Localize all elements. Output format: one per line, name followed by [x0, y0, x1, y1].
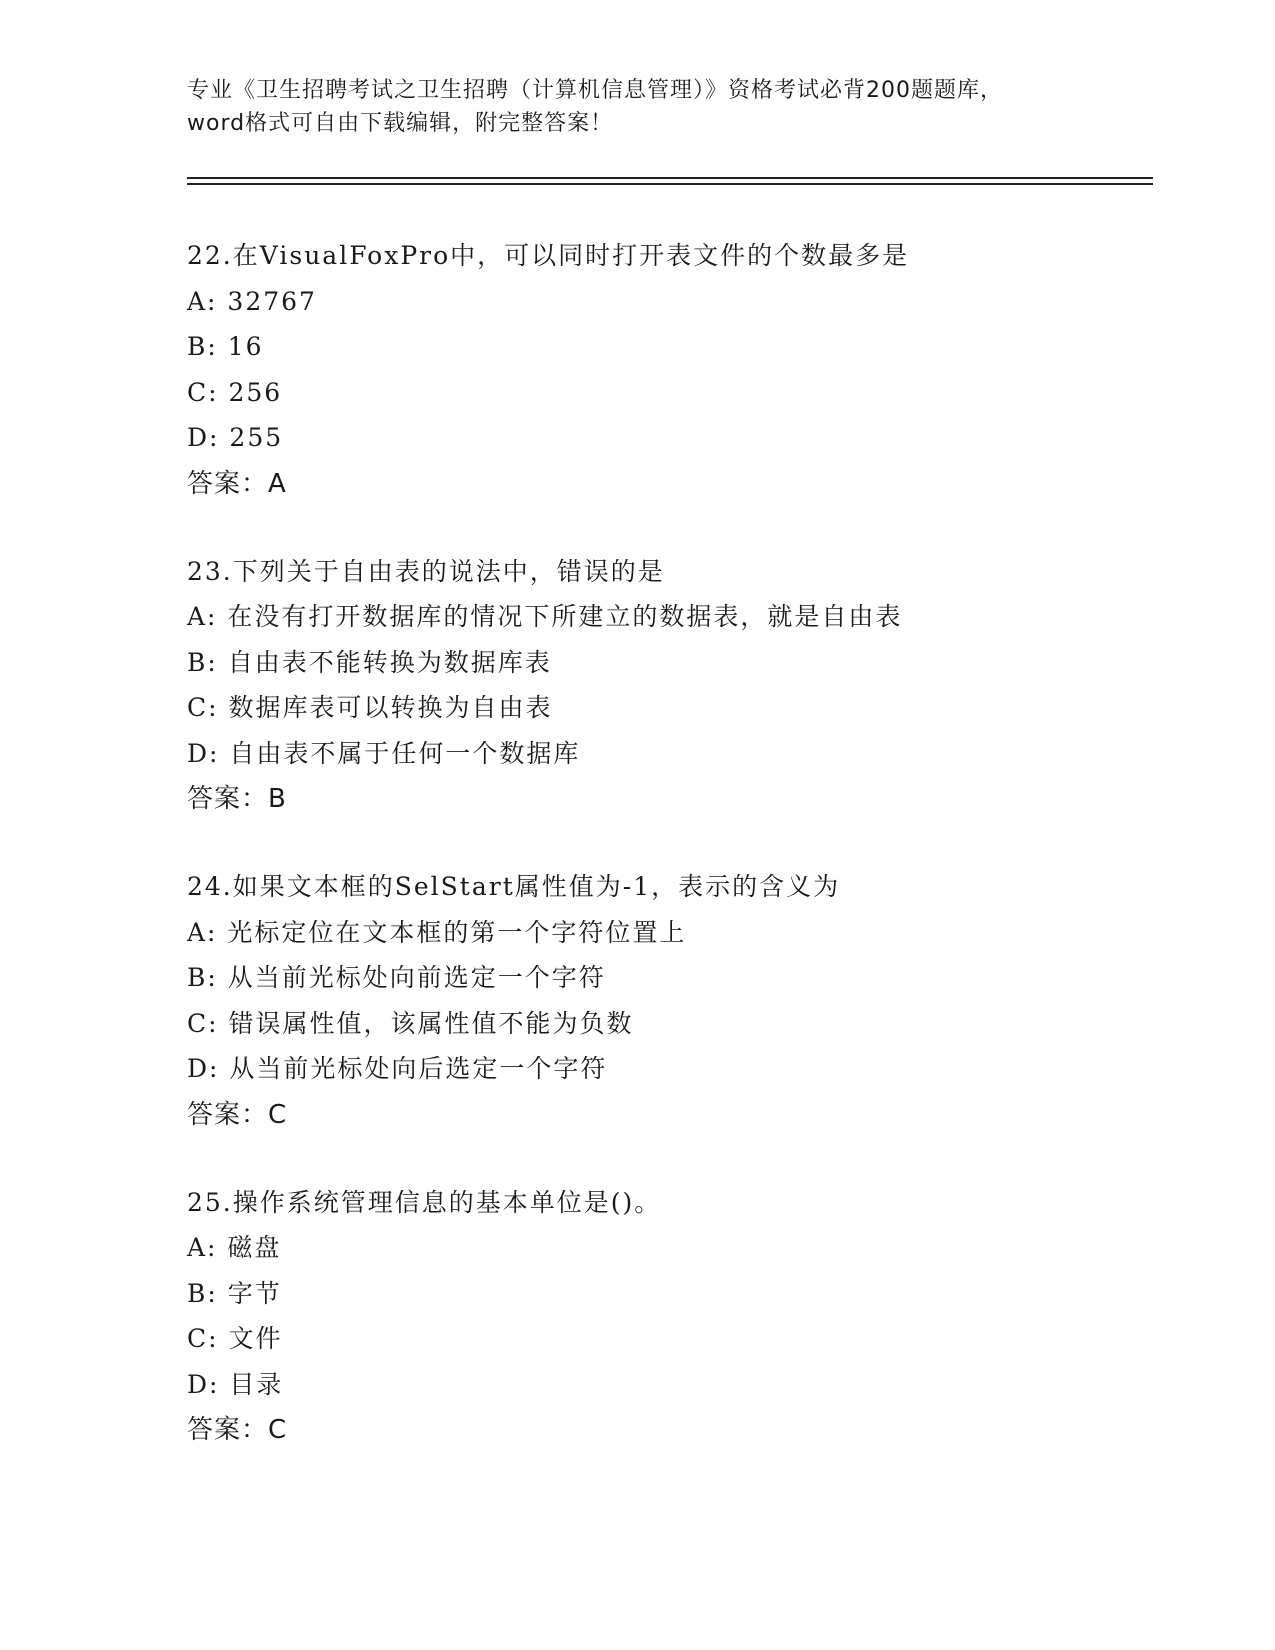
header-line-2: word格式可自由下载编辑，附完整答案！ — [187, 111, 614, 136]
option-a: A: 32767 — [187, 286, 317, 316]
option-c: C: 错误属性值，该属性值不能为负数 — [187, 1008, 634, 1038]
option-a: A: 磁盘 — [187, 1233, 282, 1262]
option-a: A: 在没有打开数据库的情况下所建立的数据表，就是自由表 — [187, 602, 903, 631]
document-header — [187, 74, 1147, 140]
question-25 — [187, 1180, 1187, 1454]
answer-line: 答案：B — [187, 784, 287, 814]
option-d: D: 255 — [187, 423, 284, 452]
question-stem: 23.下列关于自由表的说法中，错误的是 — [187, 556, 665, 586]
option-d: D: 自由表不属于任何一个数据库 — [187, 738, 581, 768]
question-list — [187, 233, 1187, 1495]
option-d: D: 目录 — [187, 1369, 284, 1399]
question-24 — [187, 864, 1187, 1138]
header-line-1: 专业《卫生招聘考试之卫生招聘（计算机信息管理）》资格考试必背200题题库， — [187, 78, 1003, 103]
option-b: B: 字节 — [187, 1278, 282, 1308]
option-a: A: 光标定位在文本框的第一个字符位置上 — [187, 917, 687, 947]
question-stem: 24.如果文本框的SelStart属性值为-1，表示的含义为 — [187, 872, 841, 901]
question-stem: 22.在VisualFoxPro中，可以同时打开表文件的个数最多是 — [187, 241, 910, 270]
header-divider-top — [187, 177, 1153, 179]
option-b: B: 16 — [187, 332, 264, 361]
option-c: C: 文件 — [187, 1324, 283, 1353]
answer-line: 答案：C — [187, 1099, 288, 1130]
question-22 — [187, 233, 1187, 507]
question-23 — [187, 549, 1187, 823]
option-b: B: 自由表不能转换为数据库表 — [187, 647, 552, 677]
header-divider-bottom — [187, 183, 1153, 185]
option-c: C: 256 — [187, 377, 283, 407]
option-b: B: 从当前光标处向前选定一个字符 — [187, 963, 606, 992]
answer-line: 答案：C — [187, 1415, 288, 1445]
answer-line: 答案：A — [187, 468, 287, 499]
option-d: D: 从当前光标处向后选定一个字符 — [187, 1054, 608, 1083]
question-stem: 25.操作系统管理信息的基本单位是()。 — [187, 1187, 662, 1217]
option-c: C: 数据库表可以转换为自由表 — [187, 693, 553, 722]
